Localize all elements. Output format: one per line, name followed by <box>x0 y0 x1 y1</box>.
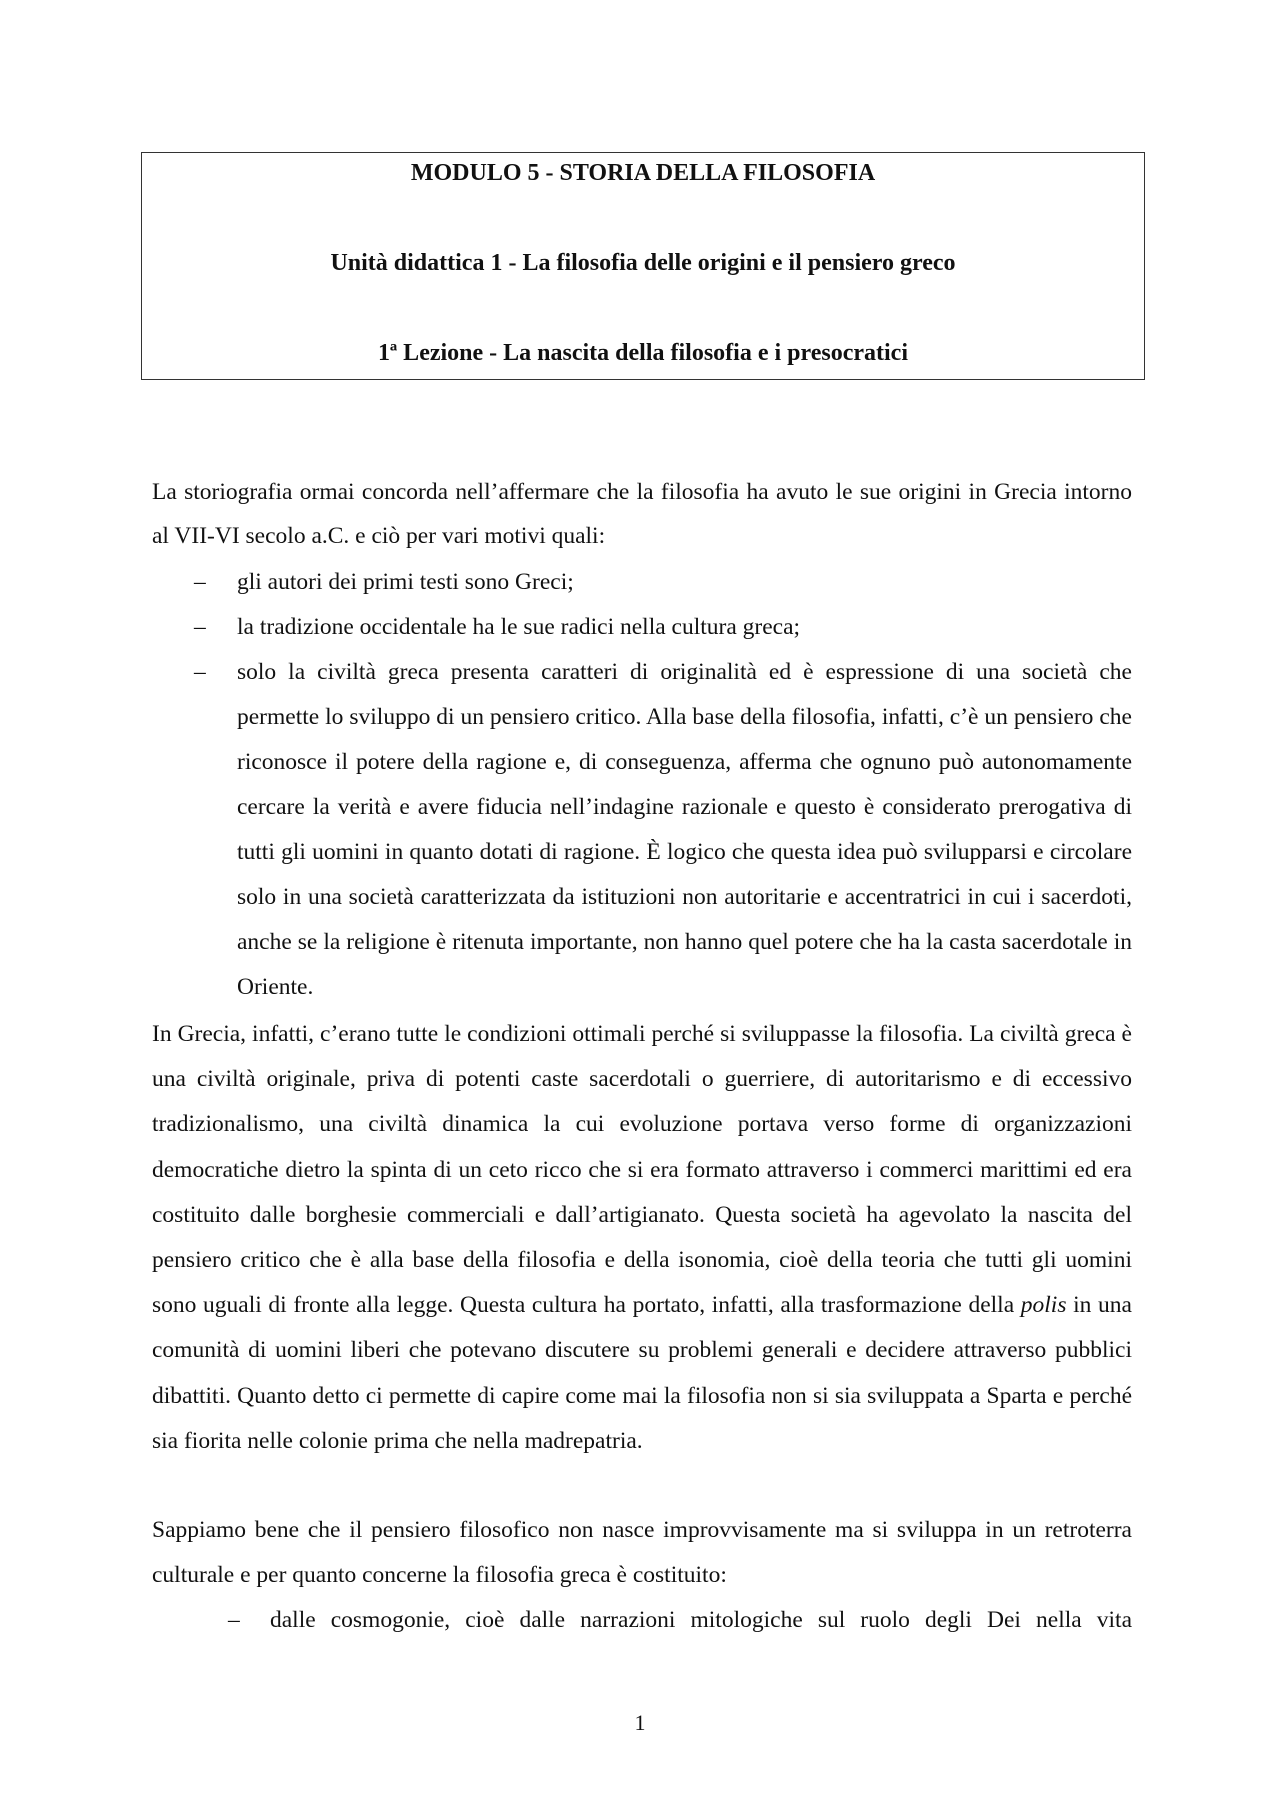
list-item <box>152 560 1132 605</box>
background-list <box>152 1598 1132 1643</box>
greece-paragraph <box>152 1012 1132 1464</box>
polis-term: polis <box>1020 1292 1067 1319</box>
greece-paragraph-text-1: In Grecia, infatti, c’erano tutte le condizioni ottimali perché si sviluppasse la filosofia. La civiltà greca è una civiltà originale, priva di potenti caste sacerdotali o guerriere, di autoritarismo e di eccessivo tradizionalismo, una civiltà dinamica la cui evoluzione portava verso forme di organizzazioni democratiche dietro la spinta di un ceto ricco che si era formato attraverso i commerci marittimi ed era costituito dalle borghesie commerciali e dall’artigianato. Questa società ha agevolato la nascita del pensiero critico che è alla base della filosofia e della isonomia, cioè della teoria che tutti gli uomini sono uguali di fronte alla legge. Questa cultura ha portato, infatti, alla trasformazione della <box>152 1021 1132 1319</box>
list-item <box>152 650 1132 1010</box>
list-item <box>152 605 1132 650</box>
title-box <box>141 152 1145 380</box>
module-title: MODULO 5 - STORIA DELLA FILOSOFIA <box>410 160 876 186</box>
dash-marker: – <box>194 659 206 685</box>
page-number: 1 <box>634 1710 646 1735</box>
background-paragraph: Sappiamo bene che il pensiero filosofico non nasce improvvisamente ma si sviluppa in un retroterra culturale e per quanto concerne la filosofia greca è costituito: <box>152 1517 1132 1589</box>
intro-paragraph: La storiografia ormai concorda nell’affermare che la filosofia ha avuto le sue origini in Grecia intorno al VII-VI secolo a.C. e ciò per vari motivi quali: <box>152 479 1132 549</box>
reasons-list <box>152 560 1132 1010</box>
list-item <box>152 1598 1132 1643</box>
dash-marker: – <box>194 614 206 640</box>
unit-title: Unità didattica 1 - La filosofia delle origini e il pensiero greco <box>330 250 956 276</box>
list-item-text: dalle cosmogonie, cioè dalle narrazioni mitologiche sul ruolo degli Dei nella vita <box>270 1607 1132 1633</box>
greece-paragraph-text-2: in una comunità di uomini liberi che potevano discutere su problemi generali e decidere attraverso pubblici dibattiti. Quanto detto ci permette di capire come mai la filosofia non si sia sviluppata a Sparta e perché sia fiorita nelle colonie prima che nella madrepatria. <box>152 1292 1132 1454</box>
list-item-text: gli autori dei primi testi sono Greci; <box>237 569 574 595</box>
list-item-text: la tradizione occidentale ha le sue radici nella cultura greca; <box>237 614 801 640</box>
lesson-title: 1ª Lezione - La nascita della filosofia e i presocratici <box>377 340 908 366</box>
dash-marker: – <box>194 569 206 595</box>
list-item-text: solo la civiltà greca presenta caratteri di originalità ed è espressione di una società che permette lo sviluppo di un pensiero critico. Alla base della filosofia, infatti, c’è un pensiero che riconosce il potere della ragione e, di conseguenza, afferma che ognuno può autonomamente cercare la verità e avere fiducia nell’indagine razionale e questo è considerato prerogativa di tutti gli uomini in quanto dotati di ragione. È logico che questa idea può svilupparsi e circolare solo in una società caratterizzata da istituzioni non autoritarie e accentratrici in cui i sacerdoti, anche se la religione è ritenuta importante, non hanno quel potere che ha la casta sacerdotale in Oriente. <box>237 659 1132 1000</box>
dash-marker: – <box>228 1607 240 1633</box>
